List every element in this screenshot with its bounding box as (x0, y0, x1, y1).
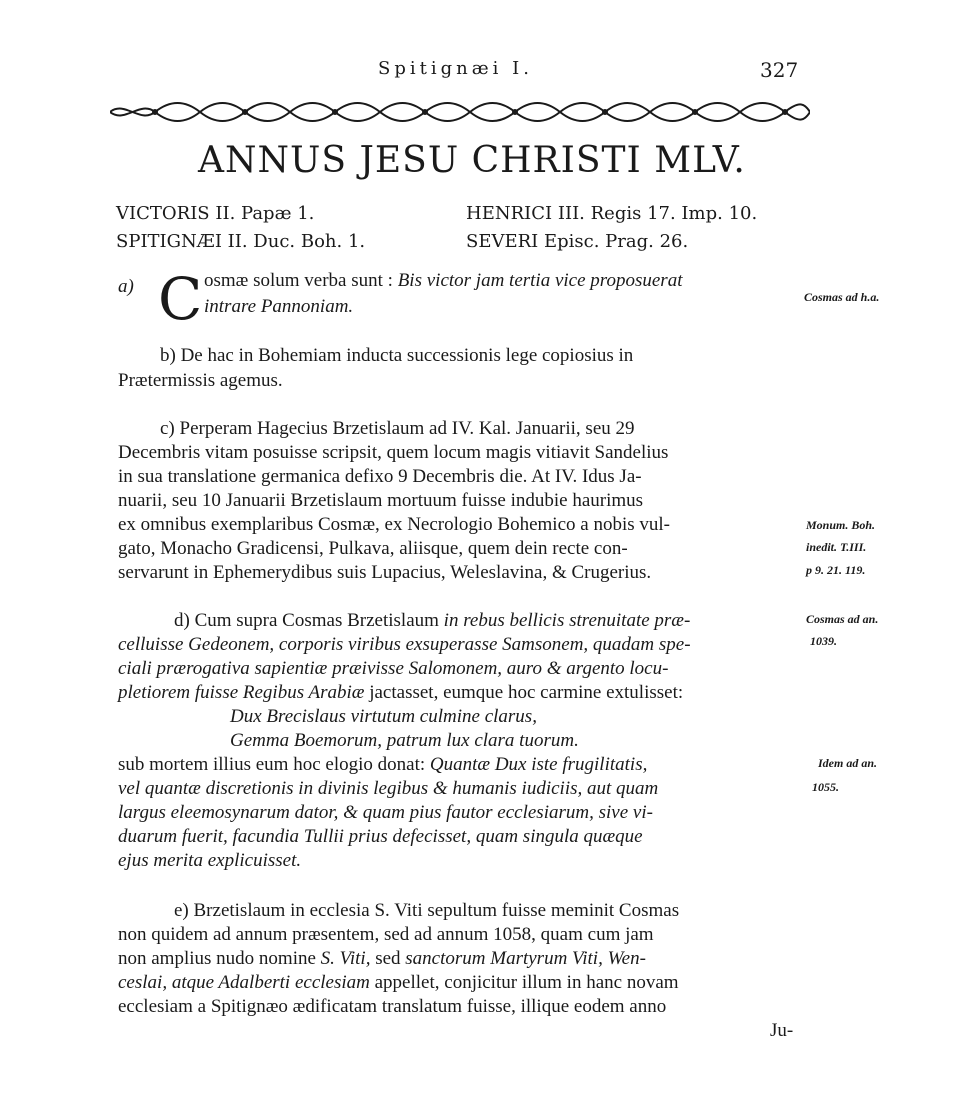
catchword: Ju- (770, 1020, 794, 1041)
note-d-line5-italic: Quantæ Dux iste frugilitatis, (429, 754, 648, 775)
note-e-line1: e) Brzetislaum in ecclesia S. Viti sepultum fuisse meminit Cosmas (174, 900, 680, 921)
note-c-line2: Decembris vitam posuisse scripsit, quem locum magis vitiavit Sandelius (118, 442, 669, 463)
note-a-line1 (204, 270, 682, 292)
running-head: Spitignæi I. (378, 58, 533, 79)
header-king: HENRICI III. Regis 17. Imp. 10. (466, 203, 758, 224)
note-b-line2: Prætermissis agemus. (118, 370, 283, 391)
note-c-line4: nuarii, seu 10 Januarii Brzetislaum mortuum fuisse indubie haurimus (118, 490, 644, 511)
note-e-line3-italic2: sanctorum Martyrum Viti, Wen- (405, 948, 646, 969)
note-a-line2: intrare Pannoniam. (204, 296, 354, 317)
page-title: ANNUS JESU CHRISTI MLV. (198, 140, 746, 181)
header-pope: VICTORIS II. Papæ 1. (116, 203, 315, 224)
note-d-line3: ciali prærogativa sapientiæ præivisse Salomonem, auro & argento locu- (118, 658, 669, 679)
note-d-line7: largus eleemosynarum dator, & quam pius fautor ecclesiarum, sive vi- (118, 802, 653, 823)
note-d-line1 (174, 610, 690, 632)
ornament-band (110, 100, 810, 124)
note-d-line4 (118, 682, 683, 704)
note-b-line1: b) De hac in Bohemiam inducta successionis lege copiosius in (160, 345, 634, 366)
note-e-line3-plain2: sed (370, 948, 406, 969)
header-duke: SPITIGNÆI II. Duc. Boh. 1. (116, 231, 366, 252)
note-e-line3-italic: S. Viti, (320, 948, 371, 969)
note-d-line8: duarum fuerit, facundia Tullii prius defecisset, quam singula quæque (118, 826, 643, 847)
note-c-margin3: p 9. 21. 119. (806, 563, 866, 577)
note-d-line4-italic: pletiorem fuisse Regibus Arabiæ (118, 682, 365, 703)
note-d-line1-plain: d) Cum supra Cosmas Brzetislaum (174, 610, 444, 631)
note-d-line6: vel quantæ discretionis in divinis legibus & humanis iudiciis, aut quam (118, 778, 659, 799)
note-a-line1-italic: Bis victor jam tertia vice proposuerat (397, 270, 683, 291)
note-d-verse1: Dux Brecislaus virtutum culmine clarus, (230, 706, 537, 727)
note-d-line1-italic: in rebus bellicis strenuitate præ- (443, 610, 691, 631)
note-c-line7: servarunt in Ephemerydibus suis Lupacius, Weleslavina, & Crugerius. (118, 562, 652, 583)
note-d-margin1: Cosmas ad an. (806, 612, 879, 626)
note-d-line5 (118, 754, 647, 776)
note-d-line5-plain: sub mortem illius eum hoc elogio donat: (118, 754, 430, 775)
note-c-line6: gato, Monacho Gradicensi, Pulkava, aliisque, quem dein recte con- (118, 538, 628, 559)
note-a-line1-plain: osmæ solum verba sunt : (204, 270, 398, 291)
note-d-margin4: 1055. (812, 780, 839, 794)
note-a-margin: Cosmas ad h.a. (804, 290, 880, 304)
note-e-line2: non quidem ad annum præsentem, sed ad annum 1058, quam cum jam (118, 924, 654, 945)
note-c-line3: in sua translatione germanica defixo 9 Decembris die. At IV. Idus Ja- (118, 466, 642, 487)
note-d-margin3: Idem ad an. (818, 756, 878, 770)
note-a-marker: a) (118, 276, 134, 297)
note-d-verse2: Gemma Boemorum, patrum lux clara tuorum. (230, 730, 579, 751)
note-e-line4 (118, 972, 679, 994)
note-d-line4-plain: jactasset, eumque hoc carmine extulisset: (364, 682, 684, 703)
note-c-line1: c) Perperam Hagecius Brzetislaum ad IV. Kal. Januarii, seu 29 (160, 418, 635, 439)
note-c-margin1: Monum. Boh. (806, 518, 876, 532)
note-c-line5: ex omnibus exemplaribus Cosmæ, ex Necrologio Bohemico a nobis vul- (118, 514, 670, 535)
page-number: 327 (760, 58, 799, 82)
note-e-line3-plain: non amplius nudo nomine (118, 948, 321, 969)
drop-cap: C (158, 265, 203, 333)
note-e-line5: ecclesiam a Spitignæo ædificatam translatum fuisse, illique eodem anno (118, 996, 667, 1017)
note-d-line2: celluisse Gedeonem, corporis viribus exsuperasse Samsonem, quadam spe- (118, 634, 691, 655)
note-e-line4-italic: ceslai, atque Adalberti ecclesiam (118, 972, 370, 993)
note-c-margin2: inedit. T.III. (806, 540, 867, 554)
note-e-line4-plain: appellet, conjicitur illum in hanc novam (369, 972, 679, 993)
note-e-line3 (118, 948, 646, 970)
header-bishop: SEVERI Episc. Prag. 26. (466, 231, 689, 252)
note-d-line9: ejus merita explicuisset. (118, 850, 302, 871)
note-d-margin2: 1039. (810, 634, 837, 648)
